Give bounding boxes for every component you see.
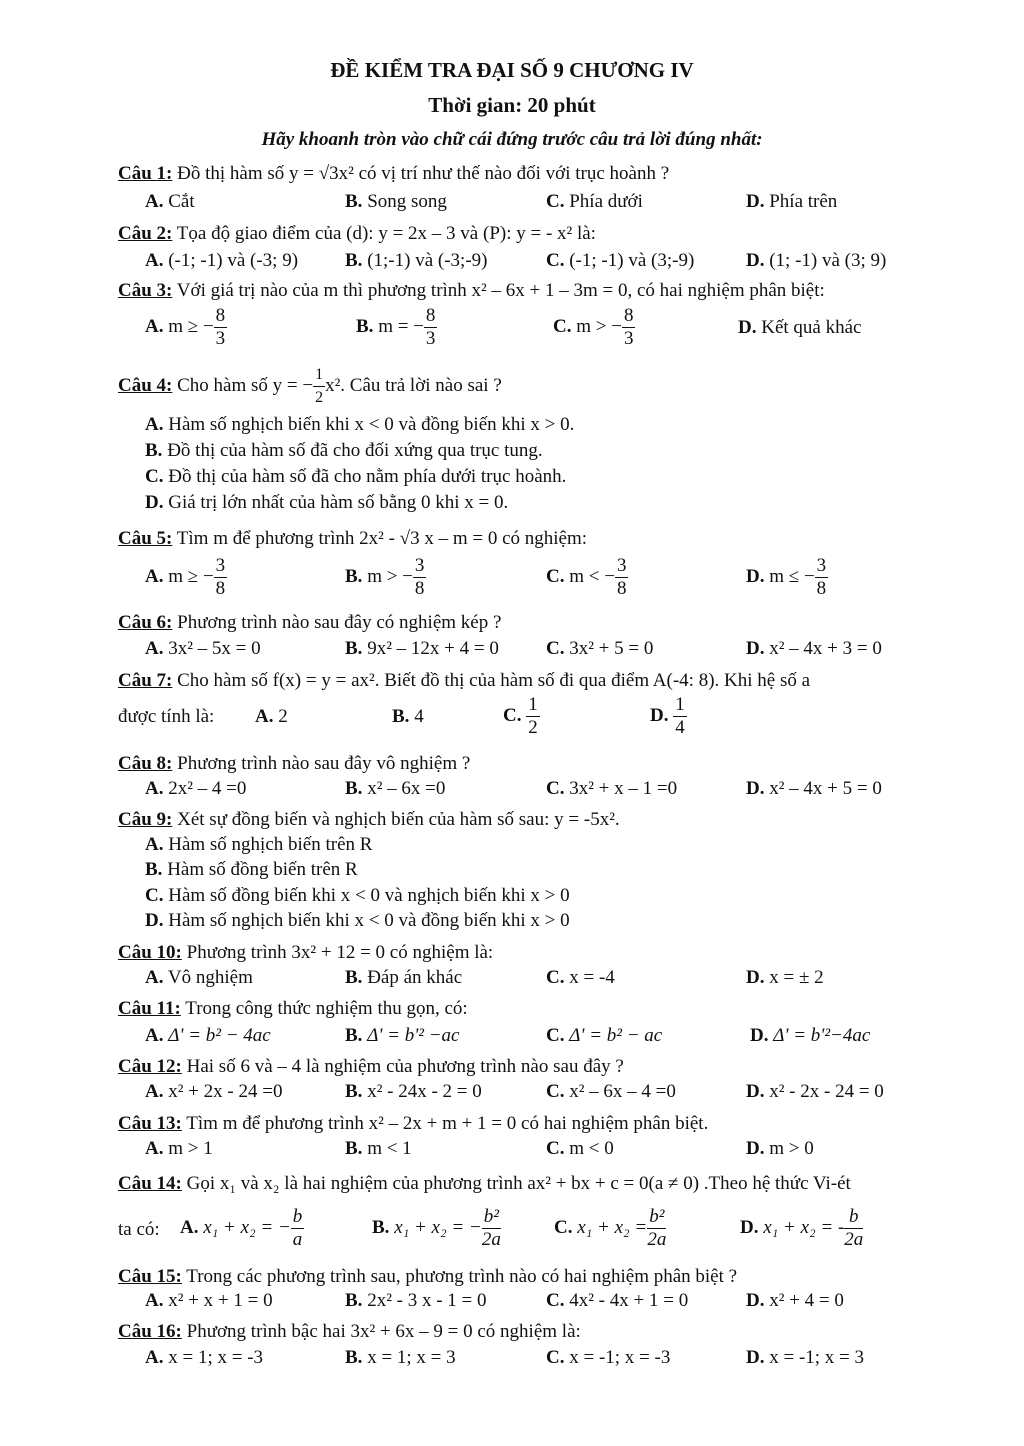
question-3: Câu 3: Với giá trị nào của m thì phương trình x² – 6x + 1 – 3m = 0, có hai nghiệm phân biệt:	[118, 280, 825, 301]
q12-option-d[interactable]: D. x² - 2x - 24 = 0	[746, 1081, 884, 1102]
question-9: Câu 9: Xét sự đồng biến và nghịch biến của hàm số sau: y = -5x².	[118, 809, 620, 830]
q16-option-c[interactable]: C. x = -1; x = -3	[546, 1347, 671, 1368]
exam-time: Thời gian: 20 phút	[428, 93, 596, 117]
q4-option-c[interactable]: C. Đồ thị của hàm số đã cho nằm phía dưới trục hoành.	[145, 466, 567, 487]
q13-option-a[interactable]: A. m > 1	[145, 1138, 213, 1159]
question-11: Câu 11: Trong công thức nghiệm thu gọn, có:	[118, 998, 468, 1019]
q9-option-c[interactable]: C. Hàm số đồng biến khi x < 0 và nghịch biến khi x > 0	[145, 885, 570, 906]
q14-option-d[interactable]: D. x₁ + x₂ = - $\frac{b}{2a}$	[740, 1206, 864, 1250]
q1-option-c[interactable]: C. Phía dưới	[546, 191, 643, 212]
q13-option-d[interactable]: D. m > 0	[746, 1138, 814, 1159]
q10-option-a[interactable]: A. Vô nghiệm	[145, 967, 253, 988]
q3-option-c[interactable]: C. m > − $\frac{8}{3}$	[553, 305, 634, 349]
q14-option-b[interactable]: B. x₁ + x₂ = − $\frac{\text{b²}}{2a}$	[372, 1206, 501, 1250]
q5-option-a[interactable]: A. m ≥ − $\frac{3}{8}$	[145, 555, 226, 599]
question-8: Câu 8: Phương trình nào sau đây vô nghiệm ?	[118, 753, 471, 774]
q12-option-c[interactable]: C. x² – 6x – 4 =0	[546, 1081, 676, 1102]
q7-option-b[interactable]: B. 4	[392, 706, 424, 727]
q10-option-b[interactable]: B. Đáp án khác	[345, 967, 463, 988]
q8-option-d[interactable]: D. x² – 4x + 5 = 0	[746, 778, 882, 799]
q6-option-c[interactable]: C. 3x² + 5 = 0	[546, 638, 654, 659]
q15-option-b[interactable]: B. 2x² - 3 x - 1 = 0	[345, 1290, 487, 1311]
q5-option-d[interactable]: D. m ≤ − $\frac{3}{8}$	[746, 555, 827, 599]
q3-option-b[interactable]: B. m = − $\frac{8}{3}$	[356, 305, 436, 349]
q6-option-d[interactable]: D. x² – 4x + 3 = 0	[746, 638, 882, 659]
q15-option-c[interactable]: C. 4x² - 4x + 1 = 0	[546, 1290, 689, 1311]
q10-option-d[interactable]: D. x = ± 2	[746, 967, 824, 988]
question-12: Câu 12: Hai số 6 và – 4 là nghiệm của phương trình nào sau đây ?	[118, 1056, 624, 1077]
q9-option-b[interactable]: B. Hàm số đồng biến trên R	[145, 859, 358, 880]
question-5: Câu 5: Tìm m để phương trình 2x² - √3 x – m = 0 có nghiệm:	[118, 528, 588, 549]
q12-option-a[interactable]: A. x² + 2x - 24 =0	[145, 1081, 283, 1102]
q7-continuation: được tính là:	[118, 706, 215, 727]
q11-option-b[interactable]: B. Δ' = b'² −ac	[345, 1025, 460, 1046]
question-2: Câu 2: Tọa độ giao điểm của (d): y = 2x – 3 và (P): y = - x² là:	[118, 223, 596, 244]
question-14: Câu 14: Gọi x₁ và x₂ là hai nghiệm của phương trình ax² + bx + c = 0(a ≠ 0) .Theo hệ thức Vi-ét	[118, 1173, 851, 1194]
q11-option-a[interactable]: A. Δ' = b² − 4ac	[145, 1025, 271, 1046]
q13-option-b[interactable]: B. m < 1	[345, 1138, 412, 1159]
q13-option-c[interactable]: C. m < 0	[546, 1138, 614, 1159]
question-16: Câu 16: Phương trình bậc hai 3x² + 6x – 9 = 0 có nghiệm là:	[118, 1321, 581, 1342]
q5-option-c[interactable]: C. m < − $\frac{3}{8}$	[546, 555, 627, 599]
q14-option-a[interactable]: A. x₁ + x₂ = − $\frac{b}{a}$	[180, 1206, 303, 1250]
q11-option-c[interactable]: C. Δ' = b² − ac	[546, 1025, 663, 1046]
question-6: Câu 6: Phương trình nào sau đây có nghiệm kép ?	[118, 612, 502, 633]
question-7: Câu 7: Cho hàm số f(x) = y = ax². Biết đồ thị của hàm số đi qua điểm A(-4: 8). Khi hệ số a	[118, 670, 811, 691]
q2-option-b[interactable]: B. (1;-1) và (-3;-9)	[345, 250, 488, 271]
question-1	[118, 162, 669, 186]
q8-option-a[interactable]: A. 2x² – 4 =0	[145, 778, 247, 799]
q16-option-a[interactable]: A. x = 1; x = -3	[145, 1347, 264, 1368]
q4-option-a[interactable]: A. Hàm số nghịch biến khi x < 0 và đồng biến khi x > 0.	[145, 414, 575, 435]
exam-title: ĐỀ KIỂM TRA ĐẠI SỐ 9 CHƯƠNG IV	[330, 58, 694, 82]
q7-option-c[interactable]: C. $\frac{1}{2}$	[503, 694, 538, 738]
q9-option-a[interactable]: A. Hàm số nghịch biến trên R	[145, 834, 373, 855]
q6-option-a[interactable]: A. 3x² – 5x = 0	[145, 638, 261, 659]
q1-option-d[interactable]: D. Phía trên	[746, 191, 838, 212]
q5-option-b[interactable]: B. m > − $\frac{3}{8}$	[345, 555, 425, 599]
q1-option-a[interactable]: A. Cắt	[145, 191, 195, 212]
q2-option-d[interactable]: D. (1; -1) và (3; 9)	[746, 250, 887, 271]
question-13: Câu 13: Tìm m để phương trình x² – 2x + m + 1 = 0 có hai nghiệm phân biệt.	[118, 1113, 709, 1134]
question-15: Câu 15: Trong các phương trình sau, phương trình nào có hai nghiệm phân biệt ?	[118, 1266, 738, 1287]
q7-option-d[interactable]: D. $\frac{1}{4}$	[650, 694, 685, 738]
q4-option-d[interactable]: D. Giá trị lớn nhất của hàm số bằng 0 khi x = 0.	[145, 492, 509, 513]
q12-option-b[interactable]: B. x² - 24x - 2 = 0	[345, 1081, 482, 1102]
q15-option-a[interactable]: A. x² + x + 1 = 0	[145, 1290, 273, 1311]
q14-continuation: ta có:	[118, 1219, 160, 1240]
q7-option-a[interactable]: A. 2	[255, 706, 288, 727]
q15-option-d[interactable]: D. x² + 4 = 0	[746, 1290, 844, 1311]
question-label: Câu 1:	[118, 163, 173, 184]
question-4: Câu 4: Cho hàm số y = − $\frac{1}{2}$ x². Câu trả lời nào sai ?	[118, 366, 502, 406]
q8-option-c[interactable]: C. 3x² + x – 1 =0	[546, 778, 678, 799]
q16-option-d[interactable]: D. x = -1; x = 3	[746, 1347, 865, 1368]
q3-option-a[interactable]: A. m ≥ − $\frac{8}{3}$	[145, 305, 226, 349]
q6-option-b[interactable]: B. 9x² – 12x + 4 = 0	[345, 638, 499, 659]
q9-option-d[interactable]: D. Hàm số nghịch biến khi x < 0 và đồng biến khi x > 0	[145, 910, 570, 931]
exam-instruction: Hãy khoanh tròn vào chữ cái đứng trước câu trả lời đúng nhất:	[261, 129, 763, 150]
q4-option-b[interactable]: B. Đồ thị của hàm số đã cho đối xứng qua trục tung.	[145, 440, 543, 461]
q10-option-c[interactable]: C. x = -4	[546, 967, 615, 988]
q16-option-b[interactable]: B. x = 1; x = 3	[345, 1347, 456, 1368]
question-10: Câu 10: Phương trình 3x² + 12 = 0 có nghiệm là:	[118, 942, 494, 963]
q11-option-d[interactable]: D. Δ' = b'²−4ac	[750, 1025, 871, 1046]
q8-option-b[interactable]: B. x² – 6x =0	[345, 778, 446, 799]
q2-option-a[interactable]: A. (-1; -1) và (-3; 9)	[145, 250, 299, 271]
q1-option-b[interactable]: B. Song song	[345, 191, 447, 212]
q3-option-d[interactable]: D. Kết quả khác	[738, 317, 862, 338]
q2-option-c[interactable]: C. (-1; -1) và (3;-9)	[546, 250, 695, 271]
question-text: Đồ thị hàm số y = √3x² có vị trí như thế nào đối với trục hoành ?	[177, 163, 670, 184]
q14-option-c[interactable]: C. x₁ + x₂ = $\frac{\text{b²}}{2a}$	[554, 1206, 667, 1250]
